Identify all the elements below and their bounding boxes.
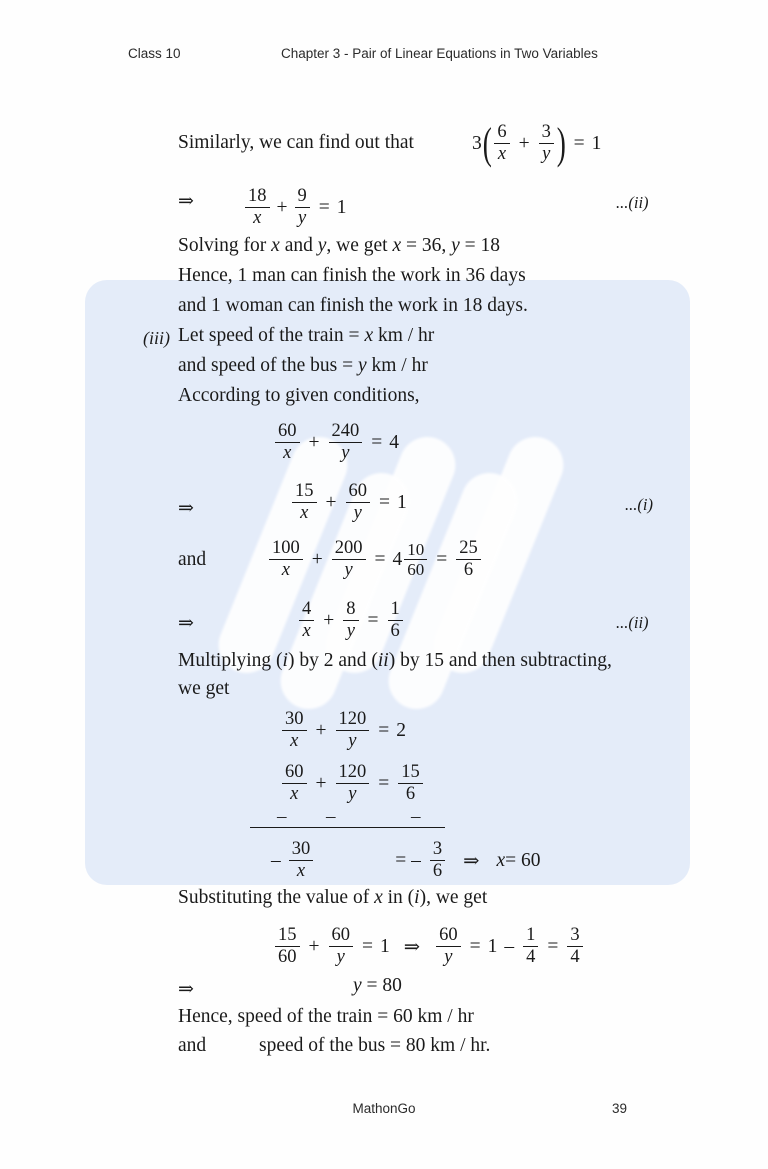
numerator: 60: [348, 481, 367, 501]
numerator: 200: [334, 538, 363, 558]
equals-sign-3: =: [547, 935, 559, 957]
plus-operator: +: [315, 719, 327, 741]
text-part: Solving for: [178, 235, 272, 256]
text-part: and: [279, 235, 318, 256]
fraction-60-over-y-c: [329, 926, 354, 968]
numerator: 100: [272, 538, 300, 558]
denominator: x: [289, 860, 314, 881]
var-y: y: [353, 975, 362, 996]
numerator: 120: [338, 709, 367, 729]
denominator: 6: [398, 783, 423, 804]
denominator: 4: [523, 946, 538, 967]
text-part: in (: [382, 887, 415, 908]
equation-60x-240y: [273, 422, 399, 464]
denominator: x: [292, 502, 317, 523]
equation-tag-i-a: ...(i): [625, 495, 653, 514]
fraction-8-over-y: [343, 600, 358, 642]
plus-operator: +: [276, 196, 288, 218]
plus-operator: +: [308, 935, 320, 957]
line-y-value: [353, 976, 402, 996]
denominator: y: [336, 730, 370, 751]
numerator: 6: [497, 122, 507, 142]
minus-sign-1: –: [277, 806, 287, 827]
minus-sign-3: –: [411, 806, 421, 827]
line-according-conditions: According to given conditions,: [178, 385, 420, 406]
fraction-30-over-x: [282, 710, 307, 752]
text-part: Multiplying (: [178, 650, 283, 671]
numerator: 1: [390, 599, 400, 619]
line-and-bus: [178, 356, 428, 376]
fraction-1-over-6: [388, 600, 403, 642]
list-marker-iii: (iii): [143, 328, 170, 348]
footer-page-number: 39: [612, 1101, 628, 1116]
fraction-3-over-y: [539, 123, 554, 165]
text-part: ) by 15 and then subtracting,: [388, 650, 612, 671]
text-part: = 18: [459, 235, 501, 256]
eq-coefficient: 3: [472, 132, 482, 154]
mixed-whole: 4: [392, 548, 403, 570]
numerator: 4: [302, 599, 312, 619]
minus-sign-2: –: [326, 806, 336, 827]
equals-minus: = –: [395, 849, 421, 871]
equation-15x-60y: [290, 482, 407, 524]
numerator: 120: [338, 762, 367, 782]
fraction-60-over-y-d: [436, 926, 461, 968]
numerator: 60: [331, 925, 350, 945]
denominator: y: [343, 620, 358, 641]
numerator: 18: [248, 186, 267, 206]
denominator: y: [295, 207, 310, 228]
text-part: Substituting the value of: [178, 887, 375, 908]
leading-minus: –: [271, 849, 281, 871]
fraction-30-over-x-b: [289, 840, 314, 882]
equals-sign: =: [371, 431, 383, 453]
equals-sign: =: [367, 609, 379, 631]
text-part: km / hr: [366, 355, 428, 376]
numerator: 8: [346, 599, 356, 619]
line-hence-man: Hence, 1 man can finish the work in 36 days: [178, 265, 526, 286]
plus-operator: +: [323, 609, 335, 631]
line-let-train: [178, 326, 434, 346]
eq-rhs: 1: [397, 491, 407, 513]
fraction-1-over-4: [523, 926, 538, 968]
label-and-2: and: [178, 1035, 207, 1056]
equation-30x-120y: [280, 710, 406, 752]
denominator: 4: [567, 946, 582, 967]
close-paren: ): [556, 118, 566, 168]
numerator: 30: [291, 839, 311, 859]
denominator: x: [282, 783, 307, 804]
denominator: 6: [430, 860, 445, 881]
fraction-18-over-x: [245, 187, 270, 229]
equals-sign: =: [378, 772, 390, 794]
equals-sign-2: =: [436, 548, 448, 570]
denominator: y: [332, 559, 366, 580]
ref-ii: ii: [377, 650, 389, 671]
plus-operator: +: [308, 431, 320, 453]
implies-arrow-2: ⇒: [178, 498, 194, 519]
fraction-100-over-x: [269, 539, 303, 581]
equation-similarly: [472, 118, 602, 168]
eq-rhs: 1: [380, 935, 390, 957]
line-solving: [178, 236, 500, 256]
equals-sign: =: [573, 132, 585, 154]
open-paren: (: [482, 118, 492, 168]
numerator: 3: [432, 839, 443, 859]
equals-sign: =: [318, 196, 330, 218]
equals-sign: =: [378, 719, 390, 741]
equation-18x-9y: [243, 187, 347, 229]
eq-rhs: 2: [396, 719, 406, 741]
text-part: ), we get: [419, 887, 488, 908]
implies-arrow-6: ⇒: [178, 979, 194, 1000]
eq-rhs: 1: [336, 196, 347, 218]
denominator: x: [299, 620, 314, 641]
text-part: ) by 2 and (: [287, 650, 378, 671]
numerator: 3: [570, 925, 580, 945]
footer-brand: MathonGo: [352, 1101, 416, 1116]
denominator: y: [329, 946, 354, 967]
fraction-120-over-y-b: [336, 763, 370, 805]
fraction-15-over-6: [398, 763, 423, 805]
fraction-15-over-60: [275, 926, 300, 968]
eq-rhs: 1: [591, 132, 602, 154]
equation-60x-120y: [280, 763, 425, 805]
denominator: x: [494, 143, 509, 164]
denominator: x: [275, 442, 300, 463]
denominator: y: [539, 143, 554, 164]
denominator: 60: [275, 946, 300, 967]
numerator: 240: [331, 421, 360, 441]
plus-operator: +: [311, 548, 323, 570]
numerator: 60: [278, 421, 297, 441]
fraction-3-over-6: [430, 840, 445, 882]
text-part: km / hr: [373, 325, 435, 346]
equals-sign-2: =: [469, 935, 481, 957]
label-and-1: and: [178, 549, 207, 570]
denominator: x: [269, 559, 303, 580]
numerator: 15: [401, 762, 420, 782]
denominator: 6: [456, 559, 481, 580]
var-y: y: [317, 235, 327, 256]
fraction-240-over-y: [329, 422, 363, 464]
denominator: y: [329, 442, 363, 463]
line-multiplying: [178, 651, 612, 671]
numerator: 60: [285, 762, 304, 782]
header-chapter-label: Chapter 3 - Pair of Linear Equations in Two Variables: [281, 46, 598, 61]
denominator: y: [436, 946, 461, 967]
var-x: x: [392, 235, 402, 256]
value-one: 1: [487, 935, 498, 957]
var-x: x: [364, 325, 374, 346]
header-class-label: Class 10: [128, 46, 181, 61]
fraction-60-over-x: [275, 422, 300, 464]
fraction-120-over-y: [336, 710, 370, 752]
numerator: 1: [526, 925, 536, 945]
equation-4x-8y: [297, 600, 405, 642]
line-similarly: Similarly, we can find out that: [178, 132, 414, 153]
fraction-25-over-6: [456, 539, 481, 581]
equation-substitute: [273, 926, 585, 968]
implies-arrow-5: ⇒: [403, 936, 421, 958]
subtraction-rule-line: [250, 827, 445, 828]
line-substituting: [178, 888, 487, 908]
fraction-6-over-x: [494, 123, 509, 165]
eq-rhs: 4: [389, 431, 399, 453]
fraction-60-over-x-b: [282, 763, 307, 805]
fraction-15-over-x: [292, 482, 317, 524]
equals-sign: =: [362, 935, 373, 957]
numerator: 25: [459, 538, 478, 558]
numerator: 3: [541, 122, 551, 142]
numerator: 15: [278, 925, 297, 945]
numerator: 60: [439, 925, 458, 945]
line-hence-train: Hence, speed of the train = 60 km / hr: [178, 1006, 474, 1027]
plus-operator: +: [325, 491, 337, 513]
fraction-3-over-4: [567, 926, 582, 968]
fraction-9-over-y: [295, 187, 310, 229]
minus-operator: –: [504, 935, 515, 957]
line-and-bus-final: speed of the bus = 80 km / hr.: [259, 1035, 491, 1056]
text-part: Let speed of the train =: [178, 325, 365, 346]
equation-tag-ii-b: ...(ii): [616, 613, 649, 632]
line-hence-woman: and 1 woman can finish the work in 18 days.: [178, 295, 528, 316]
fraction-60-over-y: [346, 482, 371, 524]
value: = 80: [361, 975, 402, 996]
fraction-200-over-y: [332, 539, 366, 581]
solution-value-x: = 60: [505, 849, 541, 871]
equals-sign: =: [374, 548, 386, 570]
implies-arrow-1: ⇒: [178, 191, 194, 212]
text-part: = 36,: [401, 235, 452, 256]
numerator: 15: [295, 481, 314, 501]
implies-arrow-4: ⇒: [463, 850, 480, 872]
text-part: , we get: [326, 235, 393, 256]
line-we-get: we get: [178, 678, 230, 699]
var-x: x: [374, 887, 383, 908]
denominator: x: [282, 730, 307, 751]
fraction-4-over-x: [299, 600, 314, 642]
denominator: 60: [404, 559, 427, 579]
numerator: 9: [297, 186, 307, 206]
equals-sign: =: [379, 491, 390, 513]
var-y: y: [357, 355, 367, 376]
denominator: x: [245, 207, 270, 228]
numerator: 10: [407, 539, 425, 559]
ref-i: i: [414, 887, 420, 908]
plus-operator: +: [315, 772, 327, 794]
denominator: 6: [388, 620, 403, 641]
equation-100x-200y: [267, 539, 483, 581]
equation-result-x: [271, 840, 541, 882]
denominator: y: [336, 783, 370, 804]
numerator: 30: [285, 709, 304, 729]
solution-var-x: x: [496, 849, 506, 871]
text-part: and speed of the bus =: [178, 355, 358, 376]
fraction-10-over-60: [404, 541, 427, 580]
plus-operator: +: [518, 132, 530, 154]
equation-tag-ii-a: ...(ii): [616, 193, 649, 212]
implies-arrow-3: ⇒: [178, 613, 194, 634]
ref-i: i: [282, 650, 288, 671]
denominator: y: [346, 502, 371, 523]
var-y: y: [451, 235, 460, 256]
var-x: x: [271, 235, 280, 256]
